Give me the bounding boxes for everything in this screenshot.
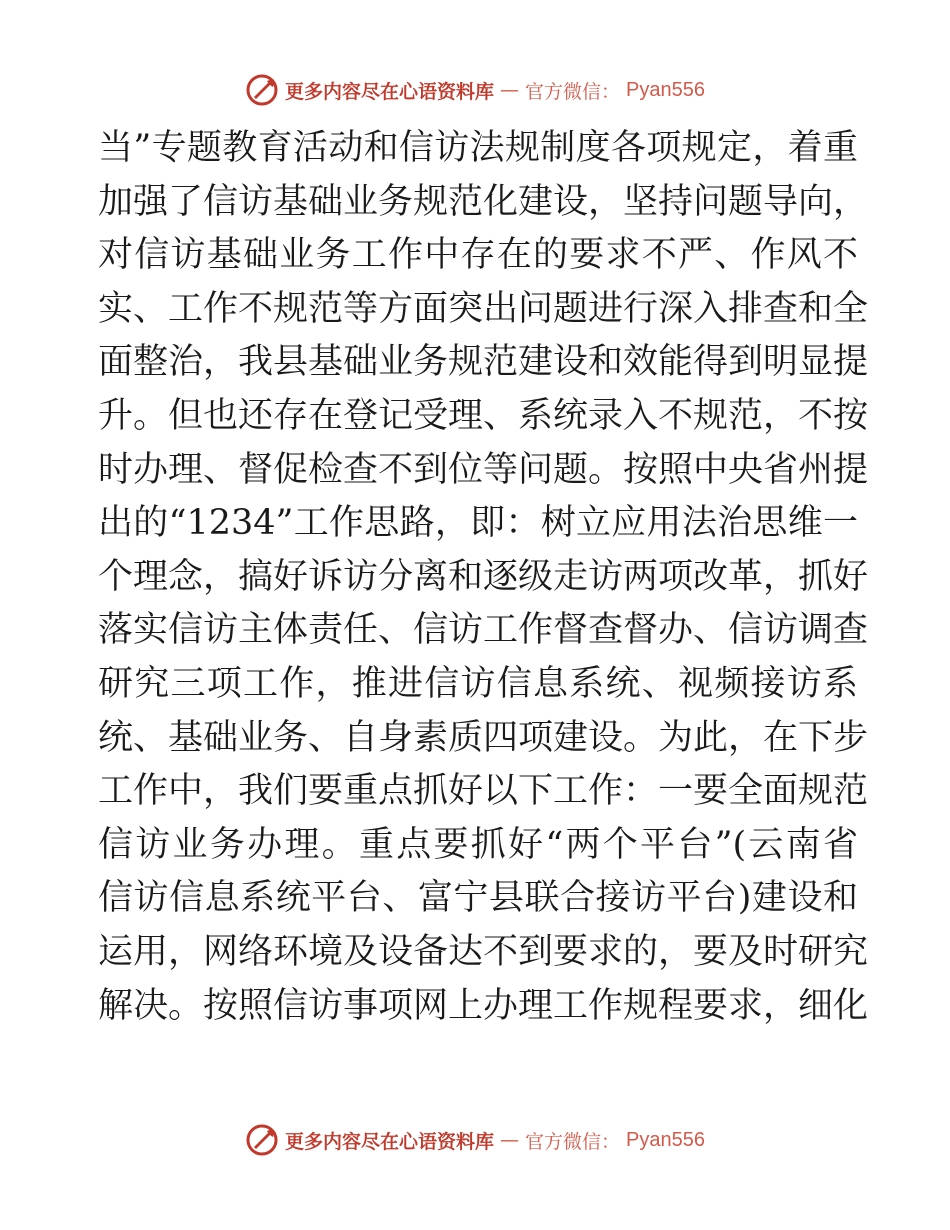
body-line: 统、基础业务、自身素质四项建设。为此，在下步 xyxy=(98,717,869,758)
body-line: 工作中，我们要重点抓好以下工作：一要全面规范 xyxy=(98,771,869,812)
body-line: 升。但也还存在登记受理、系统录入不规范，不按 xyxy=(98,395,869,436)
footer-watermark xyxy=(0,1120,950,1160)
watermark-separator: — xyxy=(500,79,520,101)
watermark-label: 官方微信： xyxy=(525,1130,621,1153)
watermark-text: 更多内容尽在心语资料库 xyxy=(285,80,495,103)
document-body xyxy=(98,122,869,1033)
body-line: 信访信息系统平台、富宁县联合接访平台)建设和 xyxy=(98,878,858,919)
header-watermark xyxy=(0,70,950,110)
quill-logo-icon xyxy=(245,1123,279,1157)
body-line: 落实信访主体责任、信访工作督查督办、信访调查 xyxy=(98,610,869,651)
watermark-text: 更多内容尽在心语资料库 xyxy=(285,1130,495,1153)
body-line: 当”专题教育活动和信访法规制度各项规定，着重 xyxy=(98,128,858,168)
body-line: 加强了信访基础业务规范化建设，坚持问题导向， xyxy=(98,181,869,222)
body-line: 信访业务办理。重点要抓好“两个平台”(云南省 xyxy=(98,824,858,865)
watermark-label: 官方微信： xyxy=(525,80,621,103)
quill-logo-icon xyxy=(245,73,279,107)
body-line: 解决。按照信访事项网上办理工作规程要求，细化 xyxy=(98,985,869,1026)
body-line: 面整治，我县基础业务规范建设和效能得到明显提 xyxy=(98,342,869,383)
body-line: 出的“1234”工作思路，即：树立应用法治思维一 xyxy=(98,503,858,544)
body-line: 对信访基础业务工作中存在的要求不严、作风不 xyxy=(98,235,858,276)
watermark-separator: — xyxy=(500,1129,520,1151)
watermark-wechat-id: Pyan556 xyxy=(626,1128,705,1151)
watermark-wechat-id: Pyan556 xyxy=(626,78,705,101)
body-line: 运用，网络环境及设备达不到要求的，要及时研究 xyxy=(98,931,869,972)
body-line: 个理念，搞好诉访分离和逐级走访两项改革，抓好 xyxy=(98,556,869,597)
body-line: 实、工作不规范等方面突出问题进行深入排查和全 xyxy=(98,288,869,329)
body-line: 时办理、督促检查不到位等问题。按照中央省州提 xyxy=(98,449,869,490)
body-line: 研究三项工作，推进信访信息系统、视频接访系 xyxy=(98,663,858,704)
